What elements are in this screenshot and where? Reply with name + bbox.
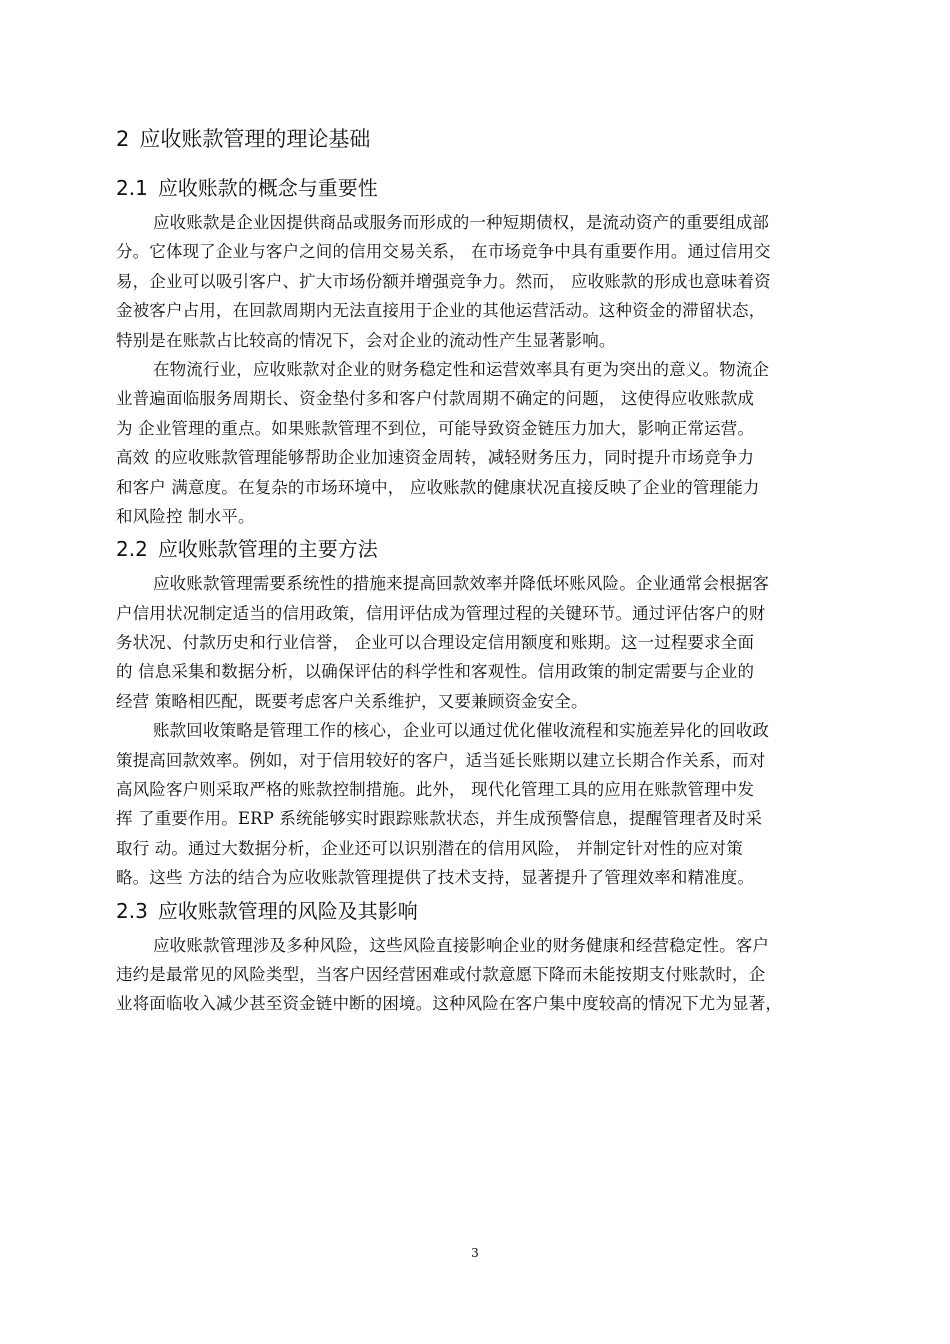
page-number: 3 <box>471 1246 479 1260</box>
section-title: 应收账款管理的风险及其影响 <box>157 898 418 923</box>
text-line: 策提高回款效率。例如，对于信用较好的客户，适当延长账期以建立长期合作关系，而对 <box>116 750 766 770</box>
section-heading <box>116 531 862 569</box>
section-number: 2.1 <box>116 176 148 200</box>
text-line: 高效 的应收账款管理能够帮助企业加速资金周转，减轻财务压力，同时提升市场竞争力 <box>116 448 755 468</box>
text-line: 和风险控 制水平。 <box>116 506 255 526</box>
section-number: 2.2 <box>116 537 148 562</box>
paragraph <box>116 931 862 1019</box>
text-line: 经营 策略相匹配，既要考虑客户关系维护，又要兼顾资金安全。 <box>116 691 588 711</box>
paragraph <box>116 355 862 531</box>
text-line: 务状况、付款历史和行业信誉， 企业可以合理设定信用额度和账期。这一过程要求全面 <box>116 633 755 653</box>
text-line: 分。它体现了企业与客户之间的信用交易关系， 在市场竞争中具有重要作用。通过信用交 <box>116 242 771 262</box>
text-line: 的 信息采集和数据分析，以确保评估的科学性和客观性。信用政策的制定需要与企业的 <box>116 662 755 682</box>
chapter-heading <box>116 122 862 156</box>
text-line: 业普遍面临服务周期长、资金垫付多和客户付款周期不确定的问题， 这使得应收账款成 <box>116 389 755 409</box>
chapter-number: 2 <box>116 127 130 151</box>
chapter-title: 应收账款管理的理论基础 <box>139 127 371 151</box>
text-line: 取行 动。通过大数据分析，企业还可以识别潜在的信用风险， 并制定针对性的应对策 <box>116 838 743 858</box>
text-line: 在物流行业，应收账款对企业的财务稳定性和运营效率具有更为突出的意义。物流企 <box>153 359 770 379</box>
text-line: 应收账款是企业因提供商品或服务而形成的一种短期债权，是流动资产的重要组成部 <box>153 213 770 232</box>
section-title: 应收账款管理的主要方法 <box>157 537 378 562</box>
text-line: 和客户 满意度。在复杂的市场环境中， 应收账款的健康状况直接反映了企业的管理能力 <box>116 477 760 497</box>
text-line: 业将面临收入减少甚至资金链中断的困境。这种风险在客户集中度较高的情况下尤为显著， <box>116 994 782 1014</box>
paragraph <box>116 569 862 716</box>
text-line: 为 企业管理的重点。如果账款管理不到位，可能导致资金链压力加大，影响正常运营。 <box>116 418 755 438</box>
text-line: 户信用状况制定适当的信用政策，信用评估成为管理过程的关键环节。通过评估客户的财 <box>116 603 766 623</box>
paragraph <box>116 208 862 355</box>
section-number: 2.3 <box>116 898 148 923</box>
text-line: 特别是在账款占比较高的情况下，会对企业的流动性产生显著影响。 <box>116 330 616 350</box>
text-line: 应收账款管理涉及多种风险，这些风险直接影响企业的财务健康和经营稳定性。客户 <box>153 935 770 955</box>
section-heading <box>116 893 862 931</box>
paragraph <box>116 716 862 892</box>
text-line: 挥 了重要作用。ERP 系统能够实时跟踪账款状态，并生成预警信息，提醒管理者及时采 <box>116 809 763 829</box>
text-line: 金被客户占用，在回款周期内无法直接用于企业的其他运营活动。这种资金的滞留状态， <box>116 301 766 321</box>
text-line: 应收账款管理需要系统性的措施来提高回款效率并降低坏账风险。企业通常会根据客 <box>153 574 770 594</box>
text-line: 违约是最常见的风险类型，当客户因经营困难或付款意愿下降而未能按期支付账款时，企 <box>116 964 766 984</box>
section-title: 应收账款的概念与重要性 <box>157 176 378 200</box>
text-line: 略。这些 方法的结合为应收账款管理提供了技术支持，显著提升了管理效率和精准度。 <box>116 868 755 888</box>
text-line: 高风险客户则采取严格的账款控制措施。此外， 现代化管理工具的应用在账款管理中发 <box>116 780 755 800</box>
section-heading <box>116 170 862 208</box>
text-line: 账款回收策略是管理工作的核心，企业可以通过优化催收流程和实施差异化的回收政 <box>153 721 770 741</box>
text-line: 易，企业可以吸引客户、扩大市场份额并增强竞争力。然而， 应收账款的形成也意味着资 <box>116 271 771 291</box>
page-content <box>116 122 862 1019</box>
